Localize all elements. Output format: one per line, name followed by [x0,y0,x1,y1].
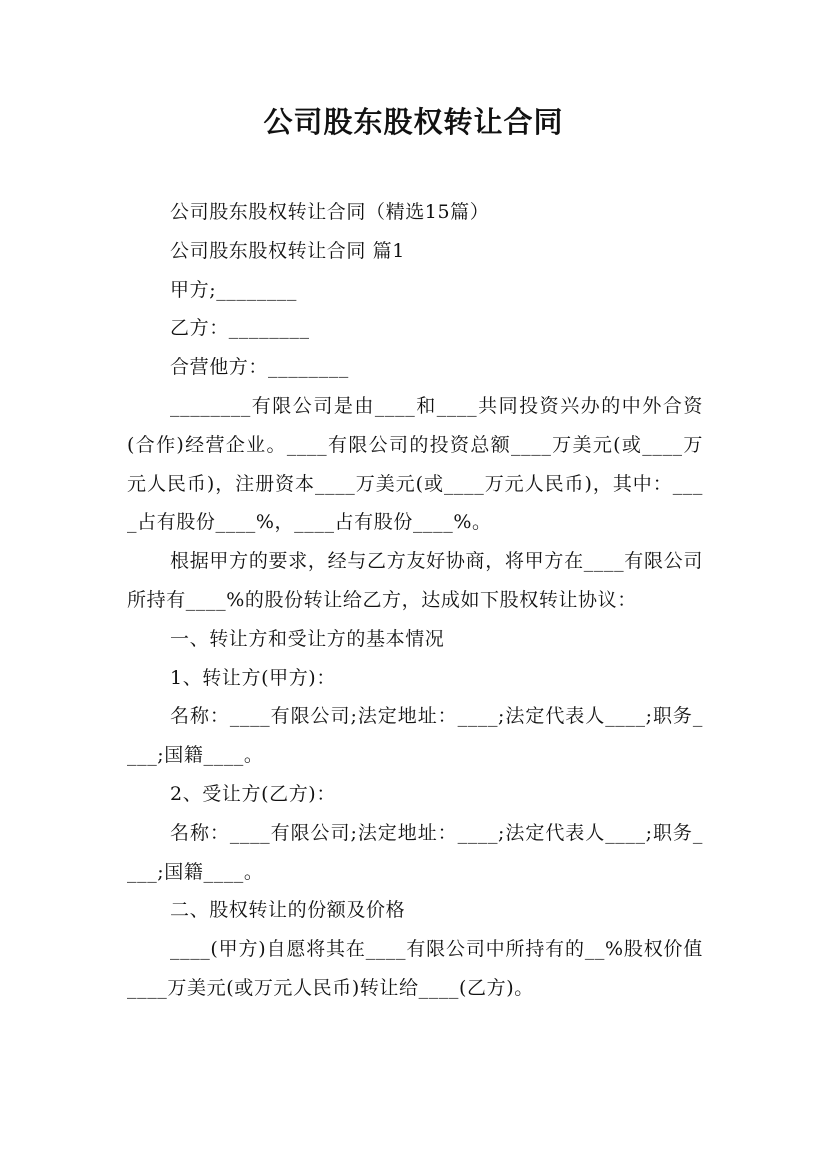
paragraph-clause-2-heading: 二、股权转让的份额及价格 [170,899,406,922]
paragraph-transferor-heading: 1、转让方(甲方)： [170,666,336,689]
paragraph-subtitle: 公司股东股权转让合同（精选15篇） [170,201,490,223]
paragraph-section-heading: 公司股东股权转让合同 篇1 [170,239,405,262]
document-body [127,193,703,1008]
paragraph-agreement-basis: 根据甲方的要求，经与乙方友好协商，将甲方在____有限公司所持有____%的股份转让给乙方，达成如下股权转让协议： [127,550,703,611]
paragraph-transferee-heading: 2、受让方(乙方)： [170,782,336,805]
paragraph-clause-1-heading: 一、转让方和受让方的基本情况 [170,627,445,650]
paragraph-party-a: 甲方;________ [170,278,298,301]
paragraph-transferor-details: 名称：____有限公司;法定地址：____;法定代表人____;职务____;国籍____。 [127,705,703,767]
paragraph-transferee-details: 名称：____有限公司;法定地址：____;法定代表人____;职务____;国籍____。 [127,821,703,883]
paragraph-other-party: 合营他方：________ [170,356,349,379]
document-title: 公司股东股权转让合同 [263,105,564,139]
paragraph-party-b: 乙方：________ [170,317,310,340]
paragraph-company-intro: ________有限公司是由____和____共同投资兴办的中外合资(合作)经营企业。____有限公司的投资总额____万美元(或____万元人民币)，注册资本____万美元(或____万元人民币)，其中：____占有股份____%，____占有股份____%。 [127,394,703,534]
paragraph-transfer-terms: ____(甲方)自愿将其在____有限公司中所持有的__%股权价值____万美元(或万元人民币)转让给____(乙方)。 [127,938,703,999]
